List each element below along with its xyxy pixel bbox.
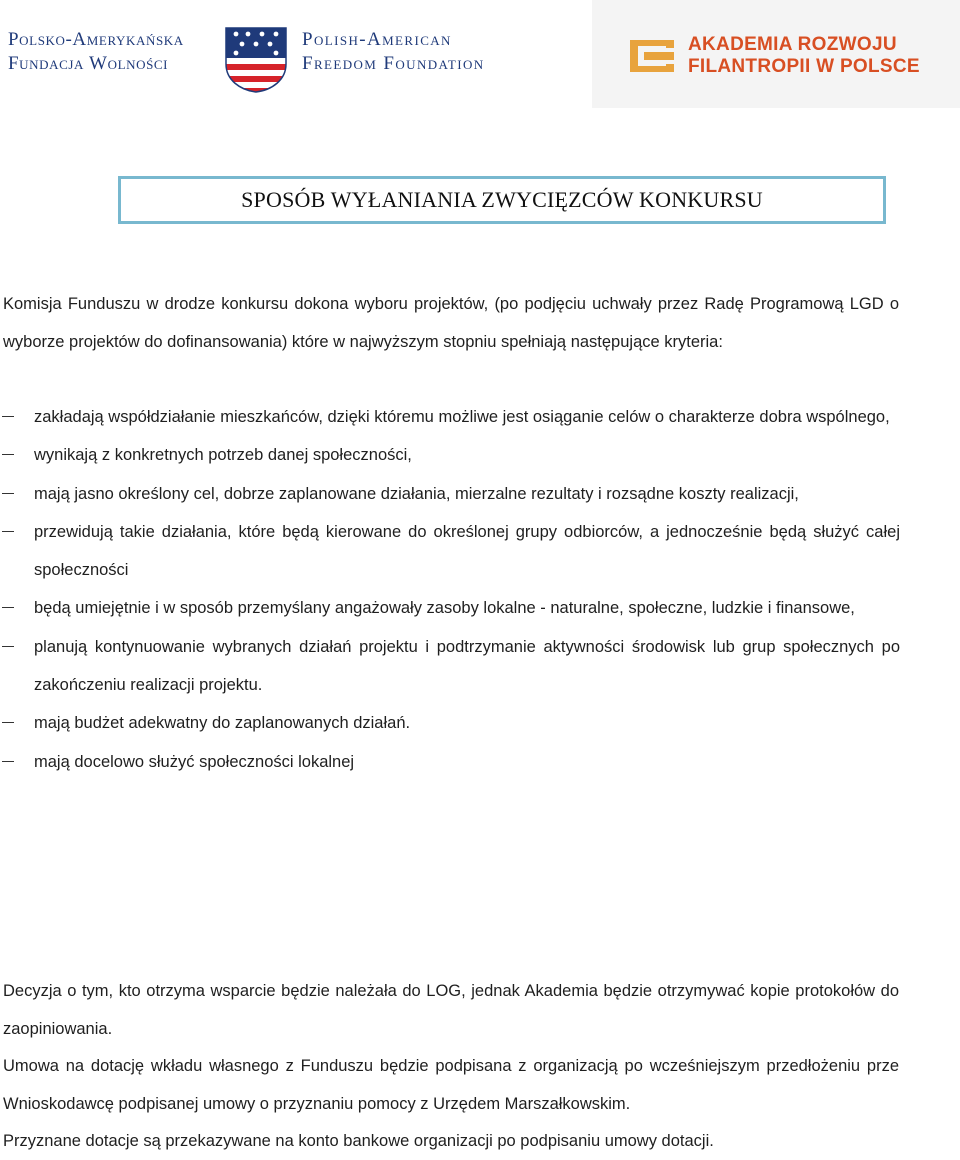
criteria-item xyxy=(0,475,900,513)
arfp-logo xyxy=(592,0,960,108)
criteria-text: zakładają współdziałanie mieszkańców, dzięki któremu możliwe jest osiąganie celów o charakterze dobra wspólnego, xyxy=(34,408,890,426)
decision-paragraph: Decyzja o tym, kto otrzyma wsparcie będzie należała do LOG, jednak Akademia będzie otrzymywać kopie protokołów do zaopiniowania. xyxy=(3,982,899,1038)
criteria-item xyxy=(0,513,900,590)
criteria-text: mają budżet adekwatny do zaplanowanych działań. xyxy=(34,714,411,733)
pafw-logo xyxy=(8,24,508,96)
pafw-en-line-2: Freedom Foundation xyxy=(302,53,485,74)
pafw-pl-line-1: Polsko-Amerykańska xyxy=(8,29,184,50)
arfp-line-1: AKADEMIA ROZWOJU xyxy=(688,34,897,55)
criteria-text: wynikają z konkretnych potrzeb danej społeczności, xyxy=(34,446,412,465)
dash-icon xyxy=(2,607,14,608)
pafw-pl-line-2: Fundacja Wolności xyxy=(8,53,169,74)
criteria-text: mają jasno określony cel, dobrze zaplanowane działania, mierzalne rezultaty i rozsądne koszty realizacji, xyxy=(34,484,799,503)
dash-icon xyxy=(2,493,14,494)
criteria-item xyxy=(0,589,900,627)
pafw-en-line-1: Polish-American xyxy=(302,29,452,50)
criteria-item xyxy=(0,628,900,705)
criteria-item xyxy=(0,436,900,474)
dash-icon xyxy=(2,531,14,532)
arfp-line-2: FILANTROPII W POLSCE xyxy=(688,56,920,77)
document-title: SPOSÓB WYŁANIANIA ZWYCIĘZCÓW KONKURSU xyxy=(241,187,763,212)
agreement-paragraph: Umowa na dotację wkładu własnego z Funduszu będzie podpisana z organizacją po wcześniejszym przedłożeniu prze Wnioskodawcę podpisanej umowy o przyznaniu pomocy z Urzędem Marszałkowskim. xyxy=(3,1057,899,1113)
intro-paragraph: Komisja Funduszu w drodze konkursu dokona wyboru projektów, (po podjęciu uchwały przez Radę Programową LGD o wyborze projektów do dofinansowania) które w najwyższym stopniu spełniają następujące kryteria: xyxy=(3,295,899,351)
title-box xyxy=(118,176,886,224)
dash-icon xyxy=(2,454,14,455)
dash-icon xyxy=(2,761,14,762)
pafw-english-name xyxy=(302,28,485,76)
dash-icon xyxy=(2,646,14,647)
dash-icon xyxy=(2,416,14,417)
criteria-text: mają docelowo służyć społeczności lokalnej xyxy=(34,752,355,771)
criteria-item xyxy=(0,704,900,742)
criteria-item xyxy=(0,398,900,436)
flag-emblem-icon xyxy=(222,24,290,94)
dash-icon xyxy=(2,722,14,723)
arfp-name xyxy=(688,34,920,78)
pafw-polish-name xyxy=(8,28,184,76)
criteria-list xyxy=(0,398,900,781)
criteria-text: przewidują takie działania, które będą kierowane do określonej grupy odbiorców, a jednocześnie będą służyć całej społeczności xyxy=(34,522,900,580)
arfp-mark-icon xyxy=(628,38,676,74)
criteria-text: planują kontynuowanie wybranych działań projektu i podtrzymanie aktywności środowisk lub grup społecznych po zakończeniu realizacji projektu. xyxy=(34,637,900,695)
criteria-item xyxy=(0,743,900,781)
payment-paragraph: Przyznane dotacje są przekazywane na konto bankowe organizacji po podpisaniu umowy dotacji. xyxy=(3,1132,714,1150)
criteria-text: będą umiejętnie i w sposób przemyślany angażowały zasoby lokalne - naturalne, społeczne, ludzkie i finansowe, xyxy=(34,599,855,618)
